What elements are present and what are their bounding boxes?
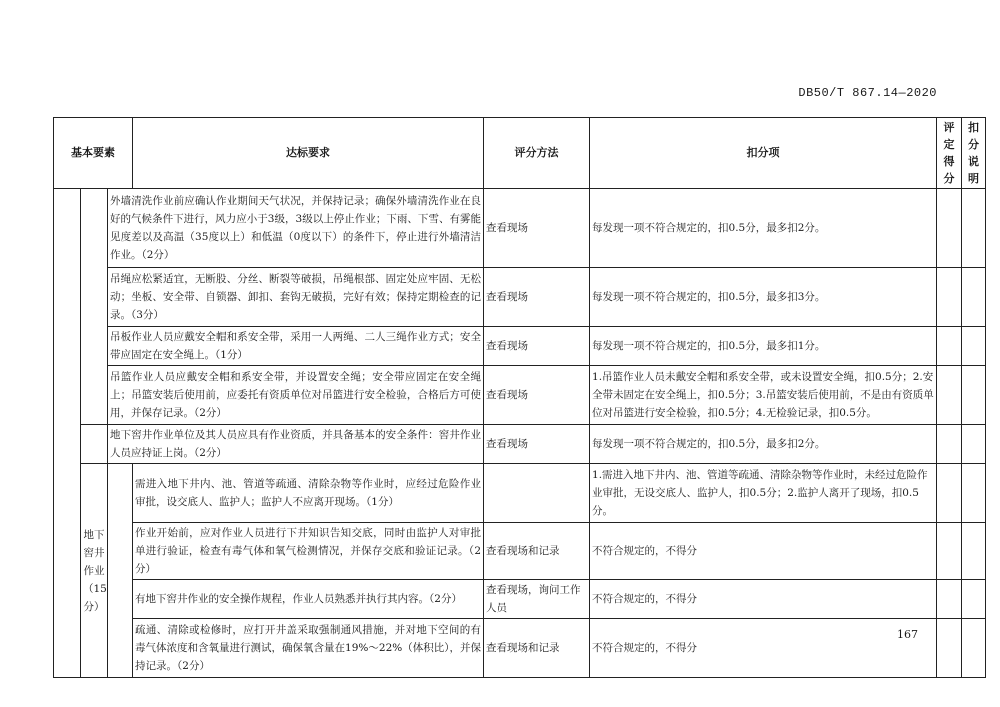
- method-cell: 查看现场: [484, 327, 590, 366]
- deduction-cell: 每发现一项不符合规定的，扣0.5分，最多扣3分。: [590, 268, 937, 327]
- table-row: [54, 580, 986, 619]
- requirement-cell: 作业开始前，应对作业人员进行下井知识告知交底，同时由监护人对审批单进行验证，检查有毒气体和氧气检测情况，并保存交底和验证记录。（2分）: [133, 523, 484, 580]
- category-level-2b-cell: [108, 464, 133, 678]
- table-row: [54, 268, 986, 327]
- category-level-2-cell: [81, 189, 108, 425]
- explain-cell: [962, 619, 986, 678]
- deduction-cell: 每发现一项不符合规定的，扣0.5分，最多扣1分。: [590, 327, 937, 366]
- header-rating: 评定 得分: [937, 118, 962, 189]
- rating-cell: [937, 425, 962, 464]
- header-method: 评分方法: [484, 118, 590, 189]
- rating-cell: [937, 366, 962, 425]
- table-row: [54, 189, 986, 268]
- deduction-cell: 每发现一项不符合规定的，扣0.5分，最多扣2分。: [590, 425, 937, 464]
- method-cell: 查看现场: [484, 425, 590, 464]
- deduction-cell: 每发现一项不符合规定的，扣0.5分，最多扣2分。: [590, 189, 937, 268]
- header-basic-elements: 基本要素: [54, 118, 133, 189]
- explain-cell: [962, 425, 986, 464]
- document-code: DB50/T 867.14—2020: [798, 86, 937, 100]
- method-cell: 查看现场，询问工作人员: [484, 580, 590, 619]
- rating-cell: [937, 268, 962, 327]
- page-number: 167: [897, 628, 918, 641]
- requirement-cell: 地下窖井作业单位及其人员应具有作业资质，并具备基本的安全条件：窖井作业人员应持证上岗。（2分）: [108, 425, 484, 464]
- table-header-row: [54, 118, 986, 189]
- table-row: [54, 523, 986, 580]
- explain-cell: [962, 580, 986, 619]
- method-cell: 查看现场: [484, 189, 590, 268]
- requirement-cell: 外墙清洗作业前应确认作业期间天气状况，并保持记录；确保外墙清洗作业在良好的气候条件下进行，风力应小于3级，3级以上停止作业；下雨、下雪、有雾能见度差以及高温（35度以上）和低温（0度以下）的条件下，停止进行外墙清洁作业。（2分）: [108, 189, 484, 268]
- deduction-cell: 不符合规定的，不得分: [590, 580, 937, 619]
- deduction-cell: 不符合规定的，不得分: [590, 523, 937, 580]
- deduction-cell: 不符合规定的，不得分: [590, 619, 937, 678]
- table-row: [54, 464, 986, 523]
- requirement-cell: 吊篮作业人员应戴安全帽和系安全带，并设置安全绳；安全带应固定在安全绳上；吊篮安装后使用前，应委托有资质单位对吊篮进行安全检验，合格后方可使用，并保存记录。（2分）: [108, 366, 484, 425]
- table-row: [54, 366, 986, 425]
- header-explain: 扣分 说明: [962, 118, 986, 189]
- explain-cell: [962, 189, 986, 268]
- explain-cell: [962, 523, 986, 580]
- requirement-cell: 有地下窖井作业的安全操作规程，作业人员熟悉并执行其内容。（2分）: [133, 580, 484, 619]
- header-requirements: 达标要求: [133, 118, 484, 189]
- method-cell: [484, 464, 590, 523]
- method-cell: 查看现场: [484, 268, 590, 327]
- category-underground-well: 地下 窖井 作业 （15 分）: [81, 464, 108, 678]
- category-level-1-cell: [54, 189, 81, 678]
- category-level-2-spacer: [81, 425, 108, 464]
- deduction-cell: 1.需进入地下井内、池、管道等疏通、清除杂物等作业时，未经过危险作业审批，无设交底人、监护人，扣0.5分；2.监护人离开了现场，扣0.5分。: [590, 464, 937, 523]
- rating-cell: [937, 189, 962, 268]
- table-row: [54, 619, 986, 678]
- method-cell: 查看现场和记录: [484, 523, 590, 580]
- scoring-table: [53, 117, 986, 678]
- requirement-cell: 需进入地下井内、池、管道等疏通、清除杂物等作业时，应经过危险作业审批，设交底人、监护人；监护人不应离开现场。（1分）: [133, 464, 484, 523]
- requirement-cell: 疏通、清除或检修时，应打开井盖采取强制通风措施，并对地下空间的有毒气体浓度和含氧量进行测试，确保氧含量在19%～22%（体积比），并保持记录。（2分）: [133, 619, 484, 678]
- table-row: [54, 327, 986, 366]
- method-cell: 查看现场和记录: [484, 619, 590, 678]
- rating-cell: [937, 523, 962, 580]
- rating-cell: [937, 327, 962, 366]
- explain-cell: [962, 327, 986, 366]
- rating-cell: [937, 619, 962, 678]
- rating-cell: [937, 464, 962, 523]
- method-cell: 查看现场: [484, 366, 590, 425]
- header-deduction: 扣分项: [590, 118, 937, 189]
- explain-cell: [962, 464, 986, 523]
- requirement-cell: 吊绳应松紧适宜，无断股、分丝、断裂等破损，吊绳根部、固定处应牢固、无松动；坐板、安全带、自锁器、卸扣、套钩无破损，完好有效；保持定期检查的记录。（3分）: [108, 268, 484, 327]
- rating-cell: [937, 580, 962, 619]
- explain-cell: [962, 366, 986, 425]
- deduction-cell: 1.吊篮作业人员未戴安全帽和系安全带，或未设置安全绳，扣0.5分；2.安全带未固定在安全绳上，扣0.5分；3.吊篮安装后使用前，不是由有资质单位对吊篮进行安全检验，扣0.5分；4.无检验记录，扣0.5分。: [590, 366, 937, 425]
- table-row: [54, 425, 986, 464]
- explain-cell: [962, 268, 986, 327]
- requirement-cell: 吊板作业人员应戴安全帽和系安全带，采用一人两绳、二人三绳作业方式；安全带应固定在安全绳上。（1分）: [108, 327, 484, 366]
